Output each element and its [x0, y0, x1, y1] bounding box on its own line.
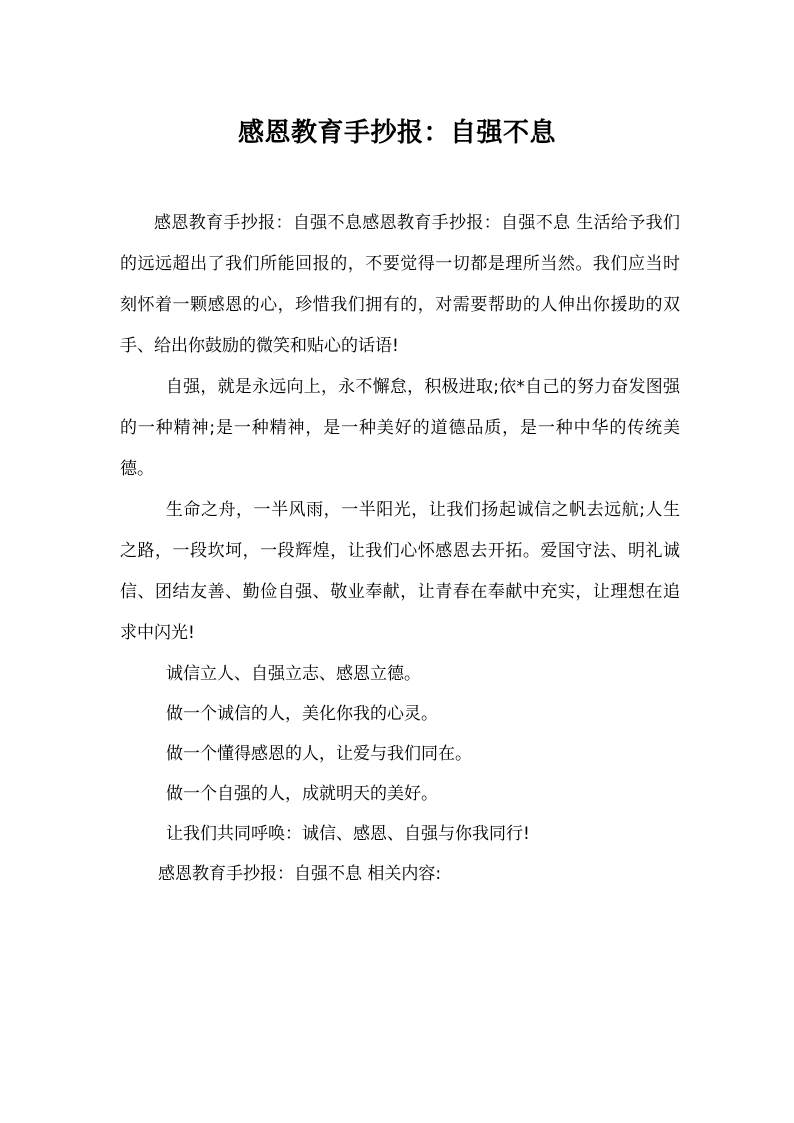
document-title: 感恩教育手抄报：自强不息	[237, 118, 556, 148]
motto-line: 让我们共同呼唤：诚信、感恩、自强与你我同行!	[166, 824, 530, 844]
related-content-label: 感恩教育手抄报：自强不息 相关内容:	[158, 864, 442, 884]
document-body	[120, 203, 680, 894]
motto-line: 做一个自强的人，成就明天的美好。	[166, 784, 438, 804]
paragraph-life-boat: 生命之舟，一半风雨，一半阳光，让我们扬起诚信之帆去远航;人生之路，一段坎坷，一段辉煌，让我们心怀感恩去开拓。爱国守法、明礼诚信、团结友善、勤俭自强、敬业奉献，让青春在奉献中充实，让理想在追求中闪光!	[120, 500, 680, 643]
motto-line: 做一个诚信的人，美化你我的心灵。	[166, 704, 438, 724]
motto-line: 诚信立人、自强立志、感恩立德。	[166, 664, 421, 684]
motto-line: 做一个懂得感恩的人，让爱与我们同在。	[166, 744, 472, 764]
paragraph-intro: 感恩教育手抄报：自强不息感恩教育手抄报：自强不息 生活给予我们的远远超出了我们所能回报的，不要觉得一切都是理所当然。我们应当时刻怀着一颗感恩的心，珍惜我们拥有的，对需要帮助的人伸出你援助的双手、给出你鼓励的微笑和贴心的话语!	[120, 213, 680, 356]
paragraph-self-strength: 自强，就是永远向上，永不懈怠，积极进取;依*自己的努力奋发图强的一种精神;是一种精神，是一种美好的道德品质，是一种中华的传统美德。	[120, 377, 680, 479]
